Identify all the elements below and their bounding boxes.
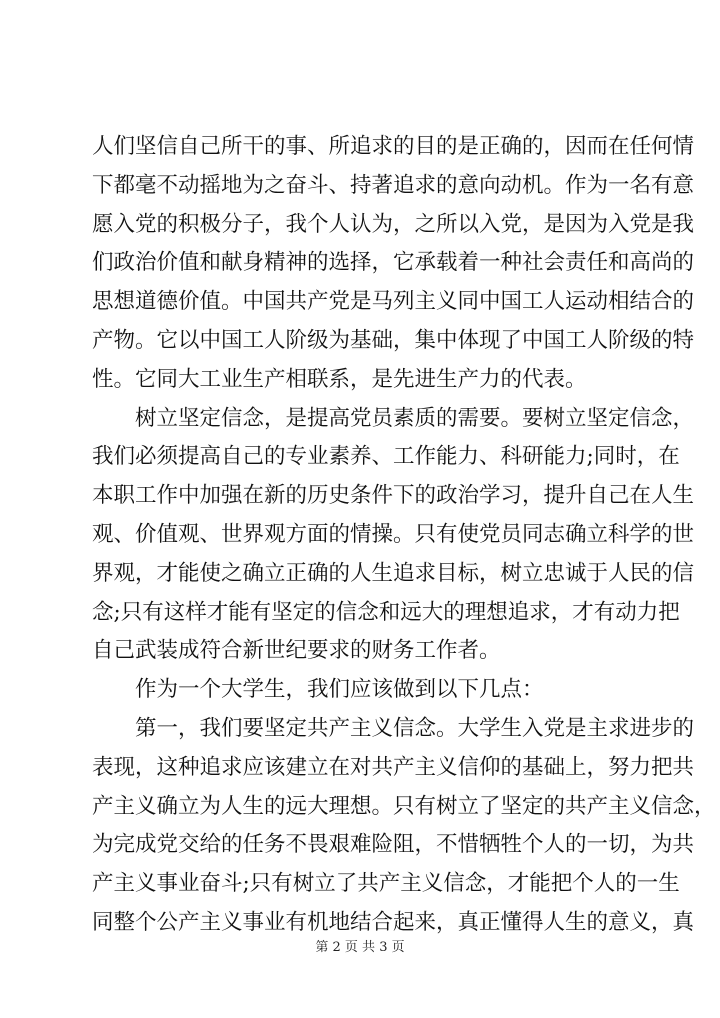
text-line: 产物。它以中国工人阶级为基础，集中体现了中国工人阶级的特 [92, 327, 695, 353]
text-line: 作为一个大学生，我们应该做到以下几点： [135, 677, 544, 703]
text-line: 第一，我们要坚定共产主义信念。大学生入党是主求进步的 [135, 715, 695, 741]
text-line: 们政治价值和献身精神的选择，它承载着一种社会责任和高尚的 [92, 250, 695, 276]
text-line: 产主义事业奋斗;只有树立了共产主义信念，才能把个人的一生 [92, 871, 680, 897]
text-line: 愿入党的积极分子，我个人认为，之所以入党，是因为入党是我 [92, 211, 695, 237]
text-line: 思想道德价值。中国共产党是马列主义同中国工人运动相结合的 [92, 289, 695, 315]
text-line: 性。它同大工业生产相联系，是先进生产力的代表。 [92, 366, 587, 392]
text-line: 同整个公产主义事业有机地结合起来，真正懂得人生的意义，真 [92, 909, 695, 935]
page-footer: 第 2 页 共 3 页 [315, 940, 405, 955]
paragraph [92, 400, 695, 672]
paragraph [92, 671, 642, 710]
text-line: 人们坚信自己所干的事、所追求的目的是正确的，因而在任何情 [92, 134, 695, 159]
paragraph [92, 128, 695, 400]
text-line: 下都毫不动摇地为之奋斗、持著追求的意向动机。作为一名有意 [92, 172, 695, 198]
text-line: 本职工作中加强在新的历史条件下的政治学习，提升自己在人生 [92, 483, 695, 509]
text-line: 念;只有这样才能有坚定的信念和远大的理想追求，才有动力把 [92, 599, 680, 625]
text-line: 自己武装成符合新世纪要求的财务工作者。 [92, 638, 501, 664]
document-body [92, 128, 716, 943]
paragraph [92, 710, 716, 943]
text-line: 界观，才能使之确立正确的人生追求目标，树立忠诚于人民的信 [92, 560, 695, 586]
text-line: 为完成党交给的任务不畏艰难险阻，不惜牺牲个人的一切，为共 [92, 832, 695, 858]
text-line: 观、价值观、世界观方面的情操。只有使党员同志确立科学的世 [92, 521, 695, 547]
text-line: 产主义确立为人生的远大理想。只有树立了坚定的共产主义信念， [92, 793, 716, 819]
text-line: 我们必须提高自己的专业素养、工作能力、科研能力;同时，在 [92, 444, 680, 470]
text-line: 表现，这种追求应该建立在对共产主义信仰的基础上，努力把共 [92, 754, 695, 780]
text-line: 树立坚定信念，是提高党员素质的需要。要树立坚定信念， [135, 405, 695, 431]
